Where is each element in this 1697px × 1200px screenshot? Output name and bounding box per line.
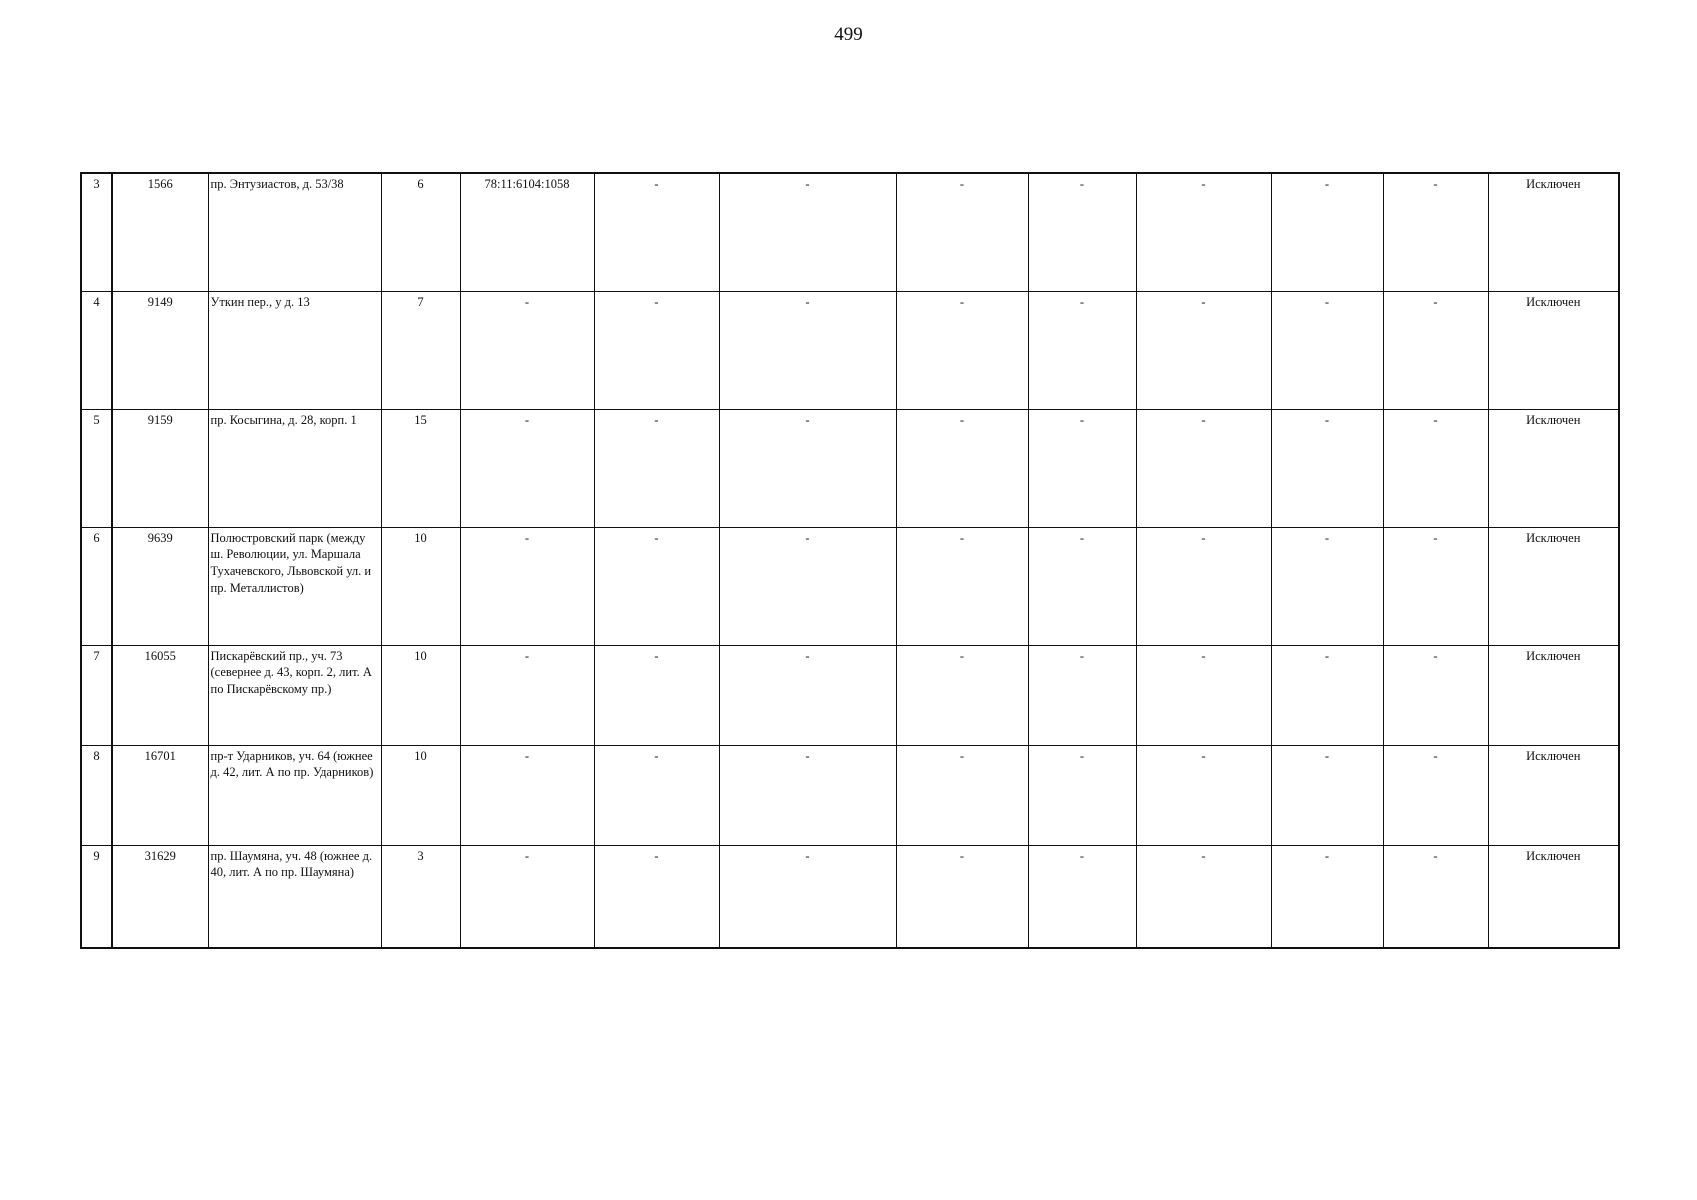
table-row bbox=[81, 527, 1619, 645]
status-cell: Исключен bbox=[1488, 291, 1619, 409]
row-number: 7 bbox=[81, 645, 112, 745]
column-7-cell: - bbox=[719, 745, 896, 845]
column-9-cell: - bbox=[1028, 845, 1136, 948]
column-6-cell: - bbox=[594, 291, 719, 409]
table-row bbox=[81, 291, 1619, 409]
table-row bbox=[81, 745, 1619, 845]
table-row bbox=[81, 845, 1619, 948]
column-11-cell: - bbox=[1271, 845, 1383, 948]
column-9-cell: - bbox=[1028, 291, 1136, 409]
column-7-cell: - bbox=[719, 527, 896, 645]
column-12-cell: - bbox=[1383, 409, 1488, 527]
status-cell: Исключен bbox=[1488, 173, 1619, 291]
row-number: 3 bbox=[81, 173, 112, 291]
column-11-cell: - bbox=[1271, 173, 1383, 291]
column-12-cell: - bbox=[1383, 173, 1488, 291]
row-number: 9 bbox=[81, 845, 112, 948]
area-cell: 7 bbox=[381, 291, 460, 409]
row-number: 6 bbox=[81, 527, 112, 645]
area-cell: 3 bbox=[381, 845, 460, 948]
object-id: 1566 bbox=[112, 173, 208, 291]
address-cell: пр. Шаумяна, уч. 48 (южнее д. 40, лит. А по пр. Шаумяна) bbox=[208, 845, 381, 948]
column-6-cell: - bbox=[594, 527, 719, 645]
row-number: 4 bbox=[81, 291, 112, 409]
cadastral-number-cell: 78:11:6104:1058 bbox=[460, 173, 594, 291]
column-7-cell: - bbox=[719, 291, 896, 409]
column-8-cell: - bbox=[896, 173, 1028, 291]
column-7-cell: - bbox=[719, 173, 896, 291]
object-id: 16701 bbox=[112, 745, 208, 845]
column-7-cell: - bbox=[719, 645, 896, 745]
status-cell: Исключен bbox=[1488, 645, 1619, 745]
column-10-cell: - bbox=[1136, 645, 1271, 745]
column-9-cell: - bbox=[1028, 745, 1136, 845]
column-10-cell: - bbox=[1136, 173, 1271, 291]
column-8-cell: - bbox=[896, 527, 1028, 645]
column-10-cell: - bbox=[1136, 291, 1271, 409]
column-10-cell: - bbox=[1136, 745, 1271, 845]
column-12-cell: - bbox=[1383, 745, 1488, 845]
column-12-cell: - bbox=[1383, 845, 1488, 948]
object-id: 16055 bbox=[112, 645, 208, 745]
column-8-cell: - bbox=[896, 409, 1028, 527]
column-10-cell: - bbox=[1136, 845, 1271, 948]
column-10-cell: - bbox=[1136, 527, 1271, 645]
column-6-cell: - bbox=[594, 173, 719, 291]
status-cell: Исключен bbox=[1488, 409, 1619, 527]
column-9-cell: - bbox=[1028, 527, 1136, 645]
row-number: 8 bbox=[81, 745, 112, 845]
row-number: 5 bbox=[81, 409, 112, 527]
area-cell: 10 bbox=[381, 527, 460, 645]
column-8-cell: - bbox=[896, 291, 1028, 409]
column-8-cell: - bbox=[896, 745, 1028, 845]
cadastral-number-cell: - bbox=[460, 845, 594, 948]
address-cell: Полюстровский парк (между ш. Революции, ул. Маршала Тухачевского, Львовской ул. и пр. Металлистов) bbox=[208, 527, 381, 645]
column-10-cell: - bbox=[1136, 409, 1271, 527]
address-cell: Пискарёвский пр., уч. 73 (севернее д. 43, корп. 2, лит. А по Пискарёвскому пр.) bbox=[208, 645, 381, 745]
area-cell: 10 bbox=[381, 645, 460, 745]
address-cell: пр. Энтузиастов, д. 53/38 bbox=[208, 173, 381, 291]
cadastral-number-cell: - bbox=[460, 409, 594, 527]
column-9-cell: - bbox=[1028, 409, 1136, 527]
column-11-cell: - bbox=[1271, 291, 1383, 409]
table-row bbox=[81, 173, 1619, 291]
address-cell: пр-т Ударников, уч. 64 (южнее д. 42, лит. А по пр. Ударников) bbox=[208, 745, 381, 845]
column-6-cell: - bbox=[594, 645, 719, 745]
column-7-cell: - bbox=[719, 409, 896, 527]
address-cell: пр. Косыгина, д. 28, корп. 1 bbox=[208, 409, 381, 527]
object-id: 9149 bbox=[112, 291, 208, 409]
table-row bbox=[81, 645, 1619, 745]
column-11-cell: - bbox=[1271, 645, 1383, 745]
column-9-cell: - bbox=[1028, 645, 1136, 745]
column-8-cell: - bbox=[896, 845, 1028, 948]
column-12-cell: - bbox=[1383, 527, 1488, 645]
cadastral-number-cell: - bbox=[460, 745, 594, 845]
object-id: 9639 bbox=[112, 527, 208, 645]
column-12-cell: - bbox=[1383, 291, 1488, 409]
page-number: 499 bbox=[834, 24, 863, 45]
column-8-cell: - bbox=[896, 645, 1028, 745]
status-cell: Исключен bbox=[1488, 845, 1619, 948]
column-11-cell: - bbox=[1271, 745, 1383, 845]
object-id: 9159 bbox=[112, 409, 208, 527]
column-6-cell: - bbox=[594, 745, 719, 845]
status-cell: Исключен bbox=[1488, 527, 1619, 645]
cadastral-number-cell: - bbox=[460, 527, 594, 645]
area-cell: 6 bbox=[381, 173, 460, 291]
cadastral-number-cell: - bbox=[460, 291, 594, 409]
table-row bbox=[81, 409, 1619, 527]
column-7-cell: - bbox=[719, 845, 896, 948]
status-cell: Исключен bbox=[1488, 745, 1619, 845]
address-cell: Уткин пер., у д. 13 bbox=[208, 291, 381, 409]
column-9-cell: - bbox=[1028, 173, 1136, 291]
object-id: 31629 bbox=[112, 845, 208, 948]
cadastral-number-cell: - bbox=[460, 645, 594, 745]
area-cell: 15 bbox=[381, 409, 460, 527]
column-11-cell: - bbox=[1271, 409, 1383, 527]
register-table bbox=[80, 172, 1620, 949]
column-6-cell: - bbox=[594, 409, 719, 527]
column-11-cell: - bbox=[1271, 527, 1383, 645]
column-6-cell: - bbox=[594, 845, 719, 948]
column-12-cell: - bbox=[1383, 645, 1488, 745]
area-cell: 10 bbox=[381, 745, 460, 845]
